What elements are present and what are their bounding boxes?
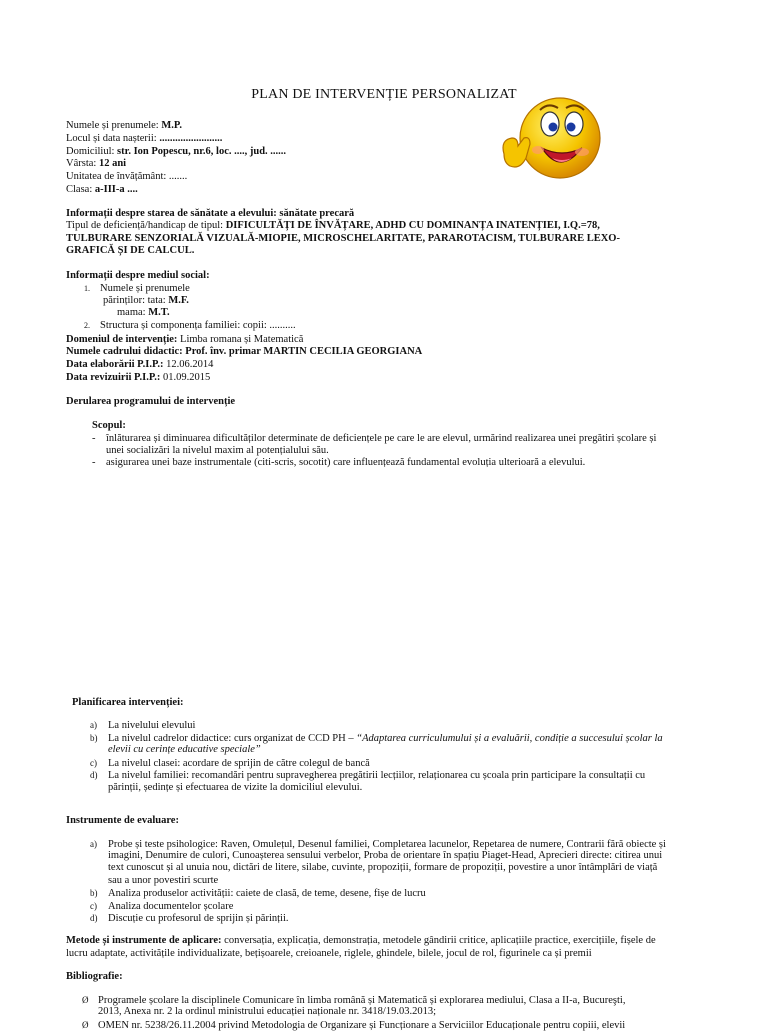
scope-label: Scopul: bbox=[92, 420, 126, 431]
instrument-item-a-2: imagini, Denumire de culori, Cunoașterea sensului verbelor, Proba de orientare în spațiu Piaget-Head, Aprecieri directe: citirea unui bbox=[108, 850, 663, 861]
item-letter: d) bbox=[90, 913, 98, 923]
revision-date-value: 01.09.2015 bbox=[163, 372, 211, 383]
mother-label: mama: bbox=[117, 307, 146, 318]
address-row bbox=[66, 146, 286, 158]
deficiency-value-3: GRAFICĂ ȘI DE CALCUL. bbox=[66, 245, 195, 256]
teacher-row bbox=[66, 346, 422, 358]
deficiency-value-2: TULBURARE SENZORIALĂ VIZUALĂ-MIOPIE, MICROSCHELARITATE, PARAROTACISM, TULBURARE LEXO- bbox=[66, 233, 620, 244]
elaboration-date-row bbox=[66, 359, 213, 371]
father-value: M.F. bbox=[168, 295, 189, 306]
arrow-bullet-icon: Ø bbox=[82, 1020, 89, 1030]
item-number: 2. bbox=[84, 321, 90, 330]
page-title: PLAN DE INTERVENȚIE PERSONALIZAT bbox=[251, 87, 517, 102]
school-value: ....... bbox=[168, 171, 188, 182]
domain-label: Domeniul de intervenție: bbox=[66, 334, 178, 345]
school-label: Unitatea de învățământ: bbox=[66, 171, 167, 182]
name-value: M.P. bbox=[161, 120, 182, 131]
course-title: “Adaptarea curriculumului și a evaluării, condiție a succesului școlar la bbox=[356, 733, 663, 744]
item-letter: a) bbox=[90, 720, 97, 730]
social-item-1 bbox=[84, 283, 190, 295]
school-row bbox=[66, 171, 187, 183]
parents-label: părinților: tata: bbox=[103, 295, 166, 306]
item-text: La nivelul clasei: acordare de sprijin de către colegul de bancă bbox=[108, 758, 370, 769]
health-heading bbox=[66, 208, 354, 220]
bibliography-text: Programele școlare la disciplinele Comunicare în limba română și Matematică și explorarea mediului, Clasa a II-a, Bucureşti, bbox=[98, 995, 626, 1006]
deficiency-value-1: DIFICULTĂȚI DE ÎNVĂȚARE, ADHD CU DOMINANȚA INATENȚIEI, I.Q.=78, bbox=[225, 220, 600, 231]
item-text: La nivelul familiei: recomandări pentru supravegherea pregătirii lecțiilor, relaționarea cu școala prin participare la consultații cu bbox=[108, 770, 646, 781]
address-value: str. Ion Popescu, nr.6, loc. ...., jud. ...... bbox=[117, 146, 287, 157]
teacher-label: Numele cadrului didactic: bbox=[66, 346, 183, 357]
planning-item-d bbox=[90, 769, 645, 782]
item-text: La nivelul cadrelor didactice: curs organizat de CCD PH – bbox=[108, 733, 354, 744]
bibliography-heading: Bibliografie: bbox=[66, 971, 123, 982]
instrument-item-a-4: sau a unor povestiri scurte bbox=[108, 875, 219, 886]
item-letter: c) bbox=[90, 758, 97, 768]
elaboration-date-value: 12.06.2014 bbox=[166, 359, 214, 370]
bibliography-item-2 bbox=[82, 1019, 625, 1032]
teacher-value: Prof. înv. primar MARTIN CECILIA GEORGIANA bbox=[185, 346, 423, 357]
class-value: a-III-a .... bbox=[94, 184, 138, 195]
health-heading-label: Informații despre starea de sănătate a elevului: bbox=[66, 208, 277, 219]
item-text: Structura și componența familiei: copii: .......... bbox=[100, 320, 296, 331]
item-text: Discuție cu profesorul de sprijin și părinții. bbox=[108, 913, 289, 924]
scope-text: asigurarea unei baze instrumentale (citi-scris, socotit) care influențează fundamental evoluția ulterioară a elevului. bbox=[106, 457, 586, 468]
item-text: Numele și prenumele bbox=[100, 283, 190, 294]
item-letter: a) bbox=[90, 839, 97, 849]
class-label: Clasa: bbox=[66, 184, 93, 195]
revision-date-label: Data revizuirii P.I.P.: bbox=[66, 372, 161, 383]
instrument-item-a-3: text cunoscut și al unuia nou, dictări de litere, silabe, cuvinte, propoziții, formare de propoziții, povestire a unor întâmplări de viață bbox=[108, 862, 658, 873]
mother-value: M.T. bbox=[148, 307, 170, 318]
item-text: Analiza produselor activității: caiete de clasă, de teme, desene, fișe de lucru bbox=[108, 888, 426, 899]
item-text: Analiza documentelor școlare bbox=[108, 901, 234, 912]
deficiency-row-2 bbox=[66, 233, 620, 245]
scope-bullet-1-cont: unei socializări la nivelul maxim al potențialului său. bbox=[106, 445, 329, 456]
course-title-cont: elevii cu cerințe educative speciale” bbox=[108, 744, 261, 755]
mother-row bbox=[117, 307, 170, 319]
birth-label: Locul și data nașterii: bbox=[66, 133, 157, 144]
instrument-item-d bbox=[90, 912, 289, 925]
methods-row bbox=[66, 935, 656, 947]
item-letter: b) bbox=[90, 733, 98, 743]
age-value: 12 ani bbox=[98, 158, 127, 169]
birth-value: ........................ bbox=[159, 133, 223, 144]
planning-heading: Planificarea intervenției: bbox=[72, 697, 184, 708]
social-heading: Informații despre mediul social: bbox=[66, 270, 210, 281]
instrument-item-b bbox=[90, 887, 426, 900]
item-letter: b) bbox=[90, 888, 98, 898]
address-label: Domiciliul: bbox=[66, 146, 115, 157]
item-text: Probe și teste psihologice: Raven, Omulețul, Desenul familiei, Completarea lacunelor, Repetarea de numere, Contrarii fără obiecte și bbox=[108, 839, 666, 850]
age-label: Vârsta: bbox=[66, 158, 97, 169]
revision-date-row bbox=[66, 372, 210, 384]
methods-label: Metode și instrumente de aplicare: bbox=[66, 935, 222, 946]
name-row bbox=[66, 120, 182, 132]
domain-value: Limba romana și Matematică bbox=[180, 334, 304, 345]
methods-text: conversația, explicația, demonstrația, metodele gândirii critice, aplicațiile practice, exercițiile, fișele de bbox=[224, 935, 656, 946]
class-row bbox=[66, 184, 138, 196]
item-letter: d) bbox=[90, 770, 98, 780]
parents-row bbox=[103, 295, 189, 307]
bibliography-text: OMEN nr. 5238/26.11.2004 privind Metodologia de Organizare și Funcționare a Serviciilor Educaționale pentru copiii, elevii bbox=[98, 1020, 626, 1031]
item-number: 1. bbox=[84, 284, 90, 293]
elaboration-date-label: Data elaborării P.I.P.: bbox=[66, 359, 164, 370]
instruments-heading: Instrumente de evaluare: bbox=[66, 815, 179, 826]
scope-text: înlăturarea și diminuarea dificultăților determinate de deficiențele pe care le are elevul, urmărind realizarea unei pregătiri școlare și bbox=[106, 433, 657, 444]
age-row bbox=[66, 158, 126, 170]
health-heading-value: sănătate precară bbox=[279, 208, 355, 219]
arrow-bullet-icon: Ø bbox=[82, 995, 89, 1005]
scope-bullet-1: - înlăturarea și diminuarea dificultăților determinate de deficiențele pe care le are elevul, urmărind realizarea unei pregătiri școlare și bbox=[92, 433, 657, 444]
deficiency-row bbox=[66, 220, 600, 232]
domain-row bbox=[66, 334, 303, 346]
methods-row-2: lucru adaptate, activitățile individualizate, bețișoarele, creioanele, riglele, ghindele, bilele, jocul de rol, figurinele ca și premii bbox=[66, 948, 592, 959]
deficiency-row-3 bbox=[66, 245, 194, 257]
bibliography-item-1-cont: 2013, Anexa nr. 2 la ordinul ministrului educației naționale nr. 3418/19.03.2013; bbox=[98, 1006, 436, 1017]
deficiency-label: Tipul de deficiență/handicap de tipul: bbox=[66, 220, 224, 231]
planning-item-a bbox=[90, 719, 195, 732]
item-letter: c) bbox=[90, 901, 97, 911]
birth-row bbox=[66, 133, 222, 145]
program-heading: Derularea programului de intervenție bbox=[66, 396, 236, 407]
planning-item-d-cont: părinții, ședințe și efectuarea de vizite la domiciliul elevului. bbox=[108, 782, 363, 793]
name-label: Numele și prenumele: bbox=[66, 120, 159, 131]
smiley-face-icon bbox=[498, 96, 606, 188]
social-item-2 bbox=[84, 320, 296, 332]
scope-bullet-2: - asigurarea unei baze instrumentale (citi-scris, socotit) care influențează fundamental evoluția ulterioară a elevului. bbox=[92, 457, 586, 468]
item-text: La nivelului elevului bbox=[108, 720, 196, 731]
